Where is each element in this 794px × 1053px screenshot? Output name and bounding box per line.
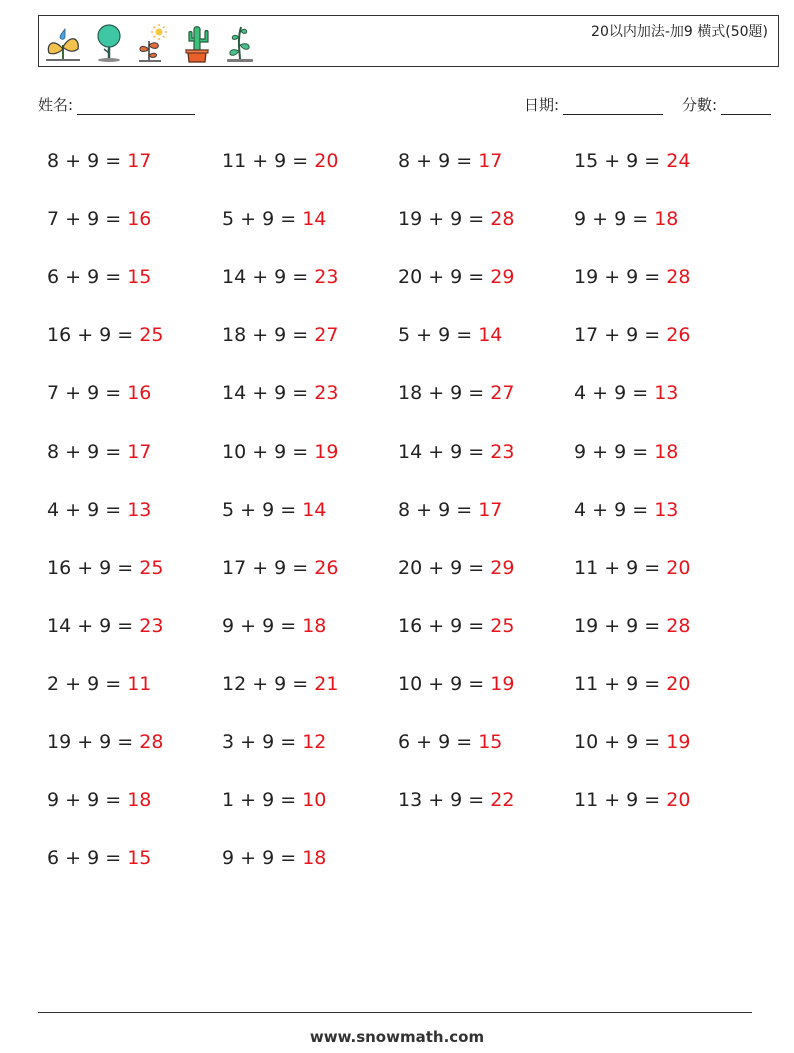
problem-answer: 20: [666, 672, 691, 695]
problem-answer: 16: [127, 208, 152, 231]
problem-item: [574, 557, 690, 579]
problem-item: [222, 266, 338, 288]
problem-answer: 11: [127, 672, 152, 695]
problem-item: [574, 731, 690, 753]
problem-answer: 29: [490, 556, 515, 579]
problem-item: [574, 499, 678, 521]
problem-question: 2 + 9 =: [47, 672, 128, 695]
problem-item: [574, 382, 678, 404]
problem-question: 9 + 9 =: [222, 614, 303, 637]
problem-item: [47, 150, 151, 172]
problem-item: [398, 789, 514, 811]
worksheet-title: 20以内加法-加9 横式(50題): [591, 24, 768, 40]
problem-answer: 18: [302, 614, 327, 637]
footer-divider: [38, 1012, 752, 1013]
problem-item: [222, 847, 326, 869]
problem-question: 11 + 9 =: [574, 556, 667, 579]
problem-question: 20 + 9 =: [398, 556, 491, 579]
problem-item: [47, 208, 151, 230]
problem-answer: 20: [314, 150, 339, 172]
problem-answer: 24: [666, 150, 691, 172]
problem-question: 11 + 9 =: [222, 150, 315, 172]
problem-item: [398, 324, 502, 346]
problem-answer: 12: [302, 731, 327, 753]
problem-question: 15 + 9 =: [574, 150, 667, 172]
problem-answer: 15: [478, 731, 503, 753]
problem-answer: 27: [490, 382, 515, 405]
problem-question: 14 + 9 =: [222, 266, 315, 289]
problem-item: [222, 731, 326, 753]
problem-item: [222, 557, 338, 579]
problem-answer: 23: [314, 382, 339, 405]
problem-question: 9 + 9 =: [574, 440, 655, 463]
problem-item: [47, 499, 151, 521]
problem-item: [398, 673, 514, 695]
problem-question: 7 + 9 =: [47, 208, 128, 231]
problem-answer: 19: [314, 440, 339, 463]
problem-question: 11 + 9 =: [574, 672, 667, 695]
problem-item: [574, 150, 690, 172]
problem-question: 7 + 9 =: [47, 382, 128, 405]
problem-question: 12 + 9 =: [222, 672, 315, 695]
problem-answer: 20: [666, 789, 691, 812]
problem-answer: 13: [654, 382, 679, 405]
problem-answer: 23: [139, 614, 164, 637]
problem-item: [47, 557, 163, 579]
problem-question: 3 + 9 =: [222, 731, 303, 753]
score-label: 分數:: [681, 96, 717, 114]
problem-item: [47, 615, 163, 637]
problem-item: [398, 208, 514, 230]
problem-question: 6 + 9 =: [47, 847, 128, 870]
problem-item: [47, 731, 163, 753]
problem-question: 5 + 9 =: [222, 208, 303, 231]
problem-question: 10 + 9 =: [398, 672, 491, 695]
problem-answer: 17: [127, 150, 152, 172]
problem-item: [222, 324, 338, 346]
problem-answer: 19: [666, 731, 691, 753]
problem-answer: 27: [314, 324, 339, 347]
problem-question: 13 + 9 =: [398, 789, 491, 812]
problem-question: 6 + 9 =: [47, 266, 128, 289]
problem-answer: 10: [302, 789, 327, 812]
problem-item: [574, 673, 690, 695]
problem-answer: 28: [490, 208, 515, 231]
problem-item: [398, 266, 514, 288]
problem-answer: 19: [490, 672, 515, 695]
problem-answer: 23: [314, 266, 339, 289]
problem-item: [47, 324, 163, 346]
problem-question: 16 + 9 =: [398, 614, 491, 637]
problem-answer: 18: [654, 208, 679, 231]
problem-item: [398, 499, 502, 521]
problem-item: [222, 208, 326, 230]
problem-question: 17 + 9 =: [574, 324, 667, 347]
problem-item: [47, 789, 151, 811]
problem-question: 8 + 9 =: [398, 150, 479, 172]
problem-item: [222, 789, 326, 811]
problem-answer: 13: [654, 498, 679, 521]
problem-question: 9 + 9 =: [222, 847, 303, 870]
problem-item: [222, 150, 338, 172]
problem-question: 10 + 9 =: [222, 440, 315, 463]
problem-answer: 18: [127, 789, 152, 812]
problem-question: 5 + 9 =: [398, 324, 479, 347]
problem-answer: 25: [139, 324, 164, 347]
problem-item: [574, 789, 690, 811]
problem-question: 8 + 9 =: [47, 440, 128, 463]
problem-item: [574, 208, 678, 230]
problem-item: [398, 615, 514, 637]
problem-answer: 28: [666, 614, 691, 637]
problem-item: [47, 441, 151, 463]
problem-item: [398, 731, 502, 753]
problem-question: 20 + 9 =: [398, 266, 491, 289]
problem-question: 11 + 9 =: [574, 789, 667, 812]
problem-question: 9 + 9 =: [574, 208, 655, 231]
problem-answer: 18: [302, 847, 327, 870]
problem-answer: 22: [490, 789, 515, 812]
problem-answer: 26: [314, 556, 339, 579]
problem-question: 19 + 9 =: [398, 208, 491, 231]
problem-item: [47, 266, 151, 288]
problem-question: 18 + 9 =: [398, 382, 491, 405]
problem-question: 14 + 9 =: [47, 614, 140, 637]
problem-question: 14 + 9 =: [398, 440, 491, 463]
problem-answer: 14: [478, 324, 503, 347]
problem-item: [47, 847, 151, 869]
problem-answer: 16: [127, 382, 152, 405]
problem-answer: 14: [302, 498, 327, 521]
footer-url: www.snowmath.com: [309, 1028, 485, 1046]
problem-item: [574, 615, 690, 637]
problem-question: 4 + 9 =: [47, 498, 128, 521]
problem-question: 19 + 9 =: [574, 266, 667, 289]
problem-answer: 23: [490, 440, 515, 463]
problem-answer: 17: [478, 498, 503, 521]
problem-answer: 17: [478, 150, 503, 172]
problem-answer: 15: [127, 266, 152, 289]
problem-question: 1 + 9 =: [222, 789, 303, 812]
problem-item: [574, 324, 690, 346]
problem-question: 16 + 9 =: [47, 324, 140, 347]
problem-question: 14 + 9 =: [222, 382, 315, 405]
problem-question: 17 + 9 =: [222, 556, 315, 579]
problem-item: [574, 266, 690, 288]
problem-item: [47, 382, 151, 404]
problem-answer: 15: [127, 847, 152, 870]
problem-question: 4 + 9 =: [574, 498, 655, 521]
problem-item: [222, 499, 326, 521]
problem-question: 16 + 9 =: [47, 556, 140, 579]
problem-question: 9 + 9 =: [47, 789, 128, 812]
problem-question: 10 + 9 =: [574, 731, 667, 753]
problem-answer: 26: [666, 324, 691, 347]
problem-item: [222, 673, 338, 695]
problem-answer: 25: [139, 556, 164, 579]
problem-answer: 21: [314, 672, 339, 695]
problem-answer: 28: [139, 731, 164, 753]
date-label: 日期:: [524, 96, 560, 114]
problem-answer: 17: [127, 440, 152, 463]
problem-answer: 20: [666, 556, 691, 579]
problem-question: 8 + 9 =: [398, 498, 479, 521]
problem-item: [398, 150, 502, 172]
problem-item: [222, 441, 338, 463]
problem-question: 19 + 9 =: [47, 731, 140, 753]
problem-question: 5 + 9 =: [222, 498, 303, 521]
problem-item: [574, 441, 678, 463]
problem-answer: 25: [490, 614, 515, 637]
problem-question: 8 + 9 =: [47, 150, 128, 172]
problem-answer: 18: [654, 440, 679, 463]
problem-question: 19 + 9 =: [574, 614, 667, 637]
problem-item: [47, 673, 151, 695]
name-label: 姓名:: [38, 96, 74, 114]
problem-item: [398, 441, 514, 463]
problem-question: 18 + 9 =: [222, 324, 315, 347]
problem-answer: 29: [490, 266, 515, 289]
problem-answer: 28: [666, 266, 691, 289]
problem-item: [398, 382, 514, 404]
problem-answer: 13: [127, 498, 152, 521]
problem-answer: 14: [302, 208, 327, 231]
problem-question: 6 + 9 =: [398, 731, 479, 753]
problem-item: [222, 615, 326, 637]
problem-question: 4 + 9 =: [574, 382, 655, 405]
problem-item: [222, 382, 338, 404]
problem-item: [398, 557, 514, 579]
